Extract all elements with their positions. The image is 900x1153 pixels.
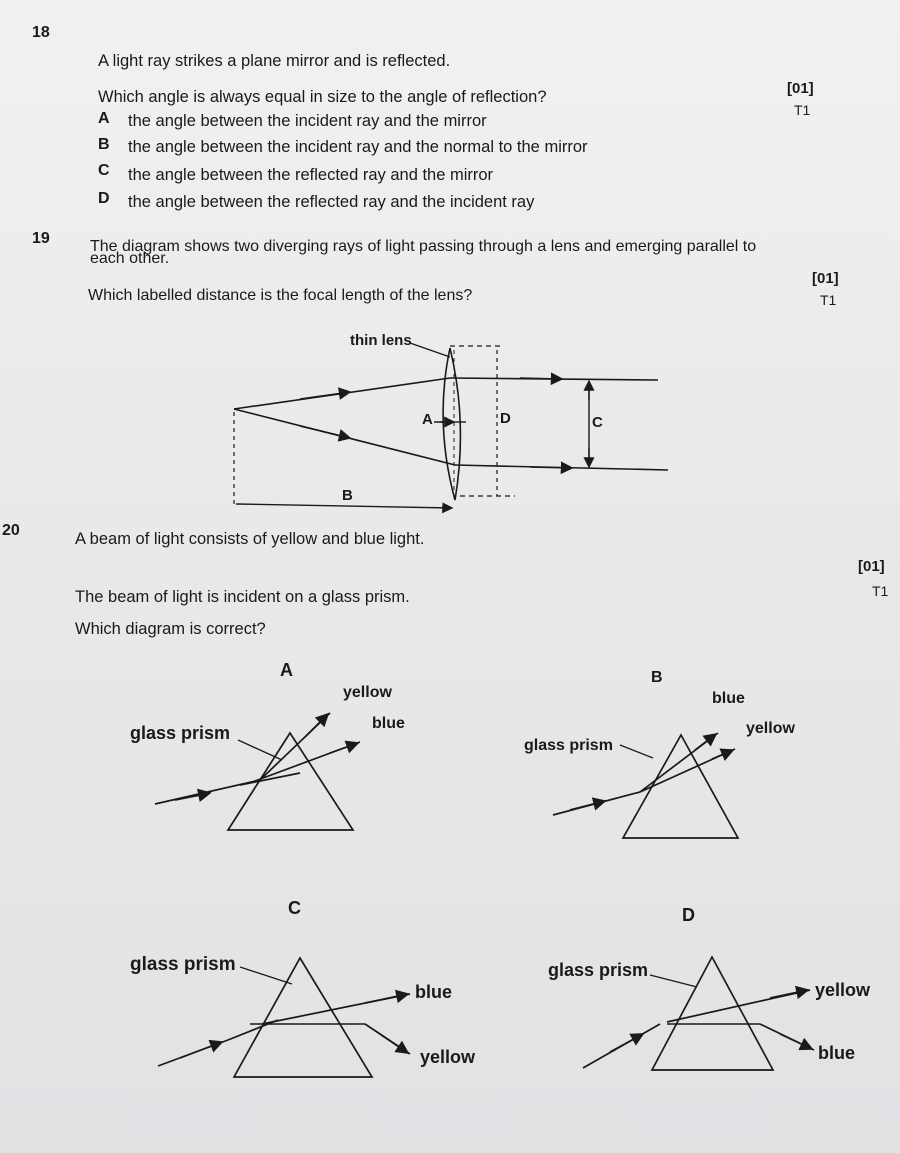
- q18-option-a-letter: A: [98, 110, 110, 127]
- diagram-b-top-ray-label: blue: [712, 690, 745, 707]
- diagram-c-prism-label: glass prism: [130, 954, 236, 975]
- q20-number: 20: [2, 522, 20, 539]
- lens-label: thin lens: [350, 332, 412, 349]
- diagram-d-letter: D: [682, 905, 695, 925]
- q19-marks: [01]: [812, 270, 839, 287]
- label-d: D: [500, 410, 511, 427]
- diagram-a-letter: A: [280, 660, 293, 680]
- diagram-b-letter: B: [651, 669, 663, 686]
- q18-number: 18: [32, 24, 50, 41]
- q19-number: 19: [32, 230, 50, 247]
- q18-question: Which angle is always equal in size to the angle of reflection?: [98, 88, 547, 106]
- q20-question2: Which diagram is correct?: [75, 620, 266, 638]
- diagram-d-bottom-ray-label: blue: [818, 1043, 856, 1063]
- diagram-d-top-ray-label: yellow: [815, 980, 871, 1000]
- q20-topic: T1: [872, 583, 889, 599]
- prism-c: [234, 958, 372, 1077]
- q18-option-b-text: the angle between the incident ray and the normal to the mirror: [128, 138, 588, 156]
- prism-d: [652, 957, 773, 1070]
- diagram-a-bottom-ray-label: blue: [372, 715, 405, 732]
- q18-option-c-text: the angle between the reflected ray and the mirror: [128, 166, 494, 184]
- q18-option-b-letter: B: [98, 136, 110, 153]
- q18-option-d-letter: D: [98, 190, 110, 207]
- diagram-c-top-ray-label: blue: [415, 982, 453, 1002]
- diagram-c-bottom-ray-label: yellow: [420, 1047, 476, 1067]
- q20-marks: [01]: [858, 558, 885, 575]
- q18-option-c-letter: C: [98, 162, 110, 179]
- q18-option-d-text: the angle between the reflected ray and the incident ray: [128, 193, 535, 211]
- diagram-b-bottom-ray-label: yellow: [746, 720, 795, 737]
- diagram-a-top-ray-label: yellow: [343, 684, 392, 701]
- q18-stem: A light ray strikes a plane mirror and is reflected.: [98, 52, 451, 70]
- q19-stem-line1: The diagram shows two diverging rays of light passing through a lens and emerging parallel to: [90, 238, 757, 255]
- diagram-c-letter: C: [288, 898, 301, 918]
- label-c: C: [592, 414, 603, 431]
- diagram-b-prism-label: glass prism: [524, 737, 613, 754]
- q20-question1: The beam of light is incident on a glass prism.: [75, 588, 410, 606]
- prism-a: [228, 733, 353, 830]
- q19-topic: T1: [820, 292, 837, 308]
- q18-option-a-text: the angle between the incident ray and the mirror: [128, 112, 487, 130]
- prism-b: [623, 735, 738, 838]
- diagram-d-prism-label: glass prism: [548, 960, 649, 980]
- label-b: B: [342, 487, 353, 504]
- q20-stem: A beam of light consists of yellow and blue light.: [75, 530, 425, 548]
- diagram-a-prism-label: glass prism: [130, 723, 231, 743]
- q19-question: Which labelled distance is the focal length of the lens?: [88, 287, 473, 304]
- q19-stem-line2: each other.: [90, 250, 170, 267]
- label-a: A: [422, 411, 433, 428]
- q18-marks: [01]: [787, 80, 814, 97]
- q18-topic: T1: [794, 102, 811, 118]
